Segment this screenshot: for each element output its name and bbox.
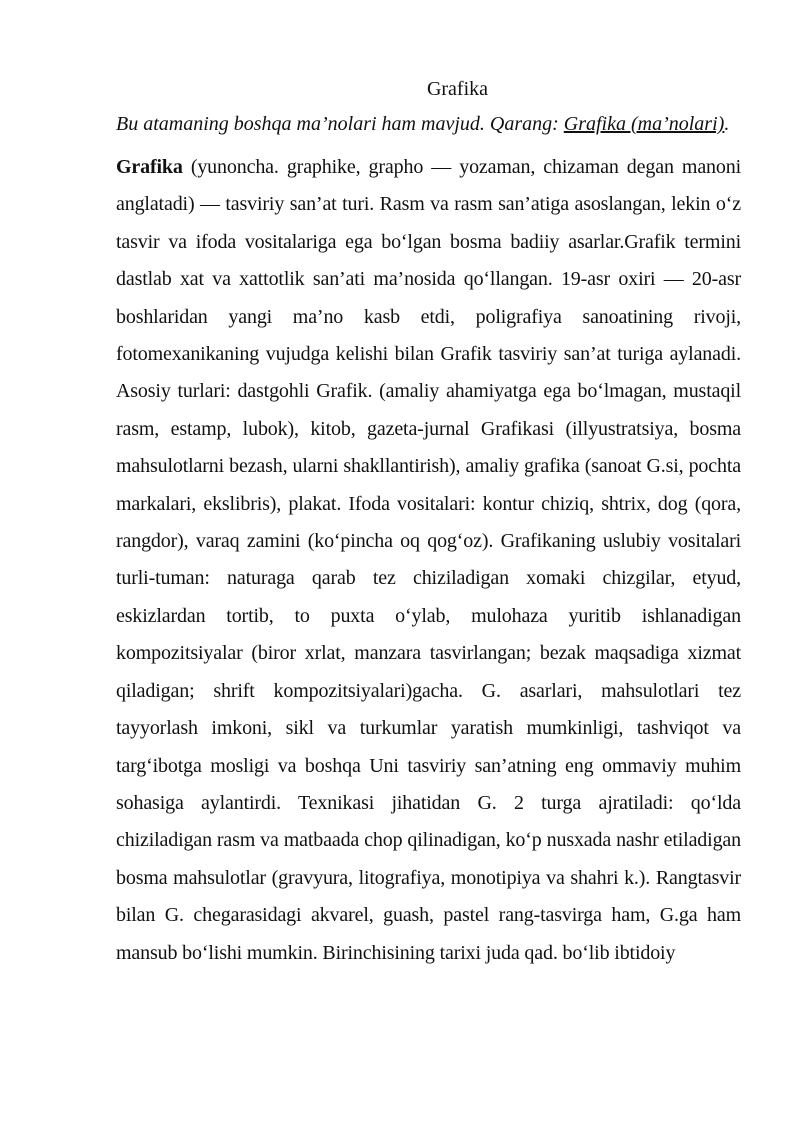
bold-term: Grafika bbox=[116, 156, 183, 178]
document-page bbox=[116, 72, 741, 972]
paragraph-text: (yunoncha. graphike, grapho — yozaman, chizaman degan manoni anglatadi) — tasviriy san’at turi. Rasm va rasm san’atiga asoslangan, lekin o‘z tasvir va ifoda vositalariga ega bo‘lgan bosma badiiy asarlar.Grafik termini dastlab xat va xattotlik san’ati ma’nosida qo‘llangan. 19-asr oxiri — 20-asr boshlaridan yangi ma’no kasb etdi, poligrafiya sanoatining rivoji, fotomexanikaning vujudga kelishi bilan Grafik tasviriy san’at turiga aylanadi. Asosiy turlari: dastgohli Grafik. (amaliy ahamiyatga ega bo‘lmagan, mustaqil rasm, estamp, lubok), kitob, gazeta-jurnal Grafikasi (illyustratsiya, bosma mahsulotlarni bezash, ularni shakllantirish), amaliy grafika (sanoat G.si, pochta markalari, ekslibris), plakat. Ifoda vositalari: kontur chiziq, shtrix, dog (qora, rangdor), varaq zamini (ko‘pincha oq qog‘oz). Grafikaning uslubiy vositalari turli-tuman: naturaga qarab tez chiziladigan xomaki chizgilar, etyud, eskizlardan tortib, to puxta o‘ylab, mulohaza yuritib ishlanadigan kompozitsiyalar (biror xrlat, manzara tasvirlangan; bezak maqsadiga xizmat qiladigan; shrift kompozitsiyalari)gacha. G. asarlari, mahsulotlari tez tayyorlash imkoni, sikl va turkumlar yaratish mumkinligi, tashviqot va targ‘ibotga mosligi va boshqa Uni tasviriy san’atning eng ommaviy muhim sohasiga aylantirdi. Texnikasi jihatidan G. 2 turga ajratiladi: qo‘lda chiziladigan rasm va matbaada chop qilinadigan, ko‘p nusxada nashr etiladigan bosma mahsulotlar (gravyura, litografiya, monotipiya va shahri k.). Rangtasvir bilan G. chegarasidagi akvarel, guash, pastel rang-tasvirga ham, G.ga ham mansub bo‘lishi mumkin. Birinchisining tarixi juda qad. bo‘lib ibtidoiy bbox=[116, 156, 741, 964]
page-title: Grafika bbox=[426, 78, 489, 100]
hatnote-link[interactable]: Grafika (ma’nolari) bbox=[563, 113, 725, 135]
hatnote-prefix: Bu atamaning boshqa ma’nolari ham mavjud. Qarang: bbox=[116, 113, 564, 135]
body-paragraph bbox=[116, 149, 741, 972]
hatnote-suffix: . bbox=[724, 113, 730, 135]
hatnote bbox=[116, 106, 741, 143]
